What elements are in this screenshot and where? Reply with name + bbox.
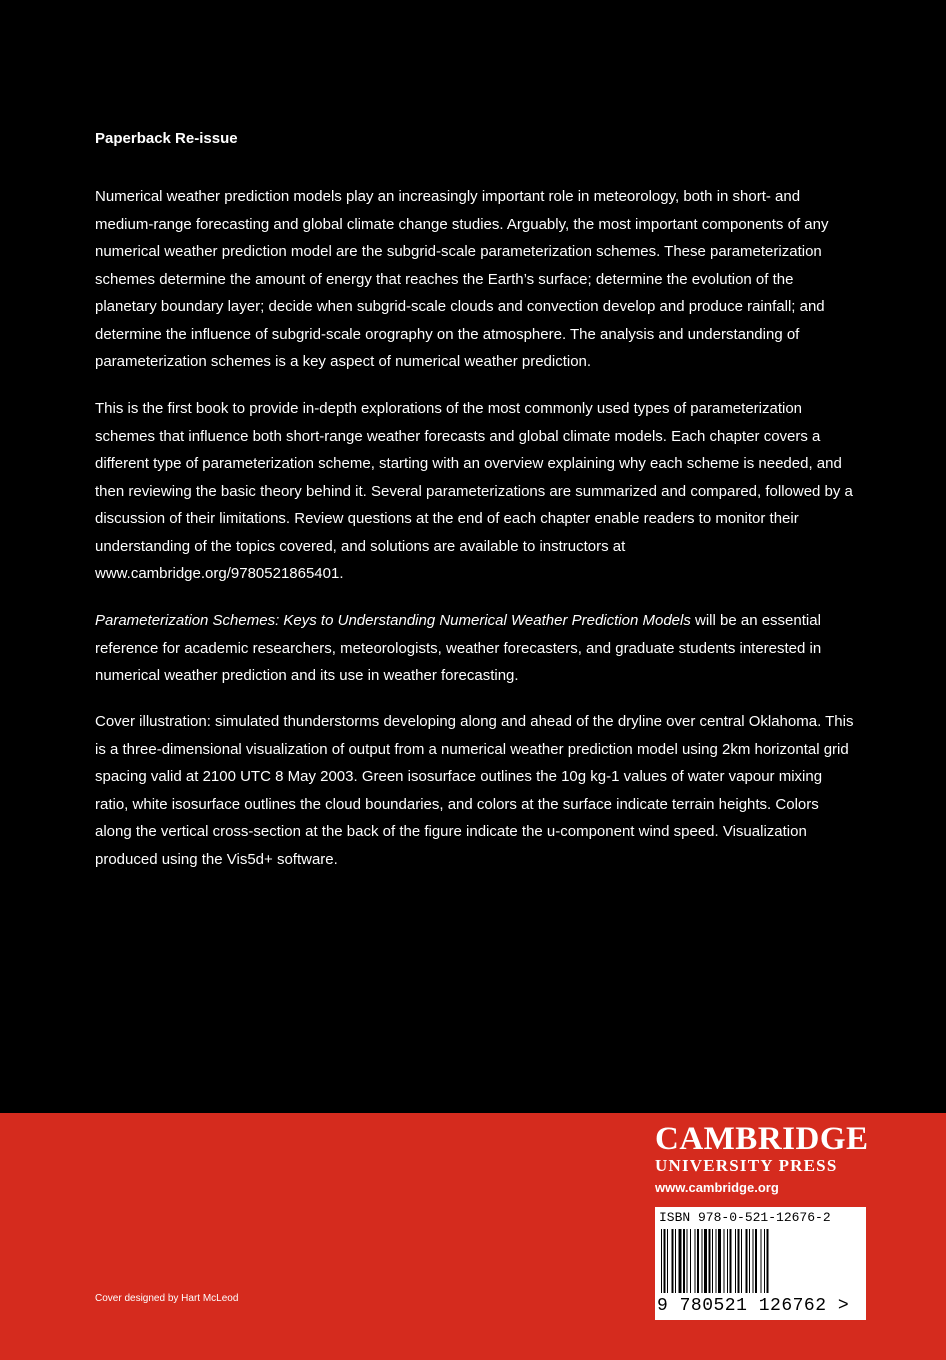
barcode xyxy=(655,1207,866,1320)
paragraph-1: Numerical weather prediction models play an increasingly important role in meteorology, both in short- and medium-range forecasting and global climate change studies. Arguably, the most important components of any numerical weather prediction model are the subgrid-scale parameterization schemes. These parameterization schemes determine the amount of energy that reaches the Earth’s surface; determine the evolution of the planetary boundary layer; decide when subgrid-scale clouds and convection develop and produce rainfall; and determine the influence of subgrid-scale orography on the atmosphere. The analysis and understanding of parameterization schemes is a key aspect of numerical weather prediction. xyxy=(95,188,829,370)
isbn-label: ISBN 978-0-521-12676-2 xyxy=(659,1210,831,1225)
publisher-name: CAMBRIDGE xyxy=(655,1121,869,1157)
paragraph-2: This is the first book to provide in-depth explorations of the most commonly used types of parameterization schemes that influence both short-range weather forecasts and global climate models. Each chapter covers a different type of parameterization scheme, starting with an overview explaining why each scheme is needed, and then reviewing the basic theory behind it. Several parameterizations are summarized and compared, followed by a discussion of their limitations. Review questions at the end of each chapter enable readers to monitor their understanding of the topics covered, and solutions are available to instructors at www.cambridge.org/9780521865401. xyxy=(95,400,853,582)
barcode-digits: 9 780521 126762 > xyxy=(657,1296,850,1316)
paragraph-4: Cover illustration: simulated thunderstorms developing along and ahead of the dryline over central Oklahoma. This is a three-dimensional visualization of output from a numerical weather prediction model using 2km horizontal grid spacing valid at 2100 UTC 8 May 2003. Green isosurface outlines the 10g kg-1 values of water vapour mixing ratio, white isosurface outlines the cloud boundaries, and colors at the surface indicate terrain heights. Colors along the vertical cross-section at the back of the figure indicate the u-component wind speed. Visualization produced using the Vis5d+ software. xyxy=(95,713,854,868)
cover-credit: Cover designed by Hart McLeod xyxy=(95,1293,239,1304)
publisher-logo xyxy=(655,1122,867,1195)
book-title: Parameterization Schemes: Keys to Understanding Numerical Weather Prediction Models xyxy=(95,612,691,629)
paragraph-3 xyxy=(95,607,855,690)
heading: Paperback Re-issue xyxy=(95,130,238,147)
paragraph-3-rest: will be an essential reference for academic researchers, meteorologists, weather forecasters, and graduate students interested in numerical weather prediction and its use in weather forecasting. xyxy=(95,612,822,684)
barcode-bars-icon xyxy=(661,1229,861,1295)
publisher-subname: UNIVERSITY PRESS xyxy=(655,1156,838,1175)
publisher-url: www.cambridge.org xyxy=(655,1180,779,1195)
